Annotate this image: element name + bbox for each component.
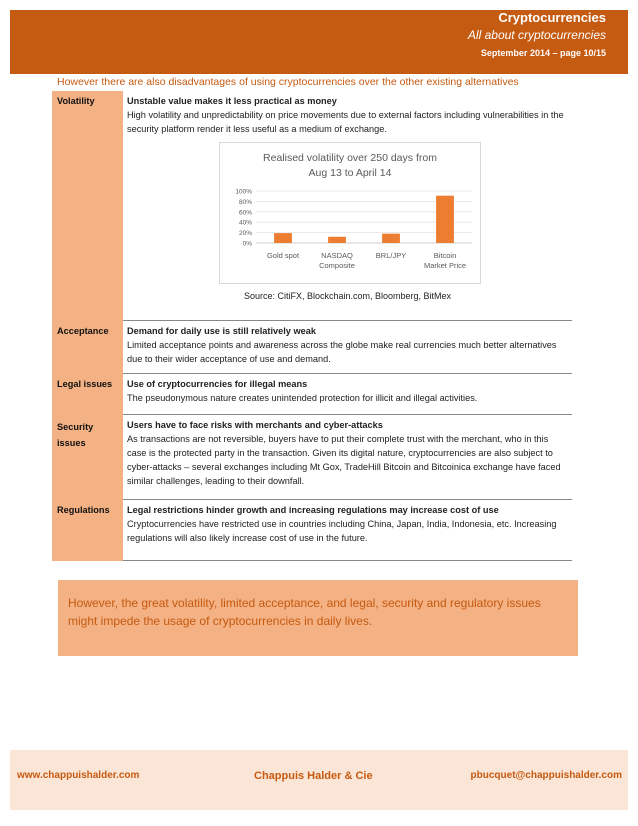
volatility-chart [219,142,481,284]
bar [382,234,400,243]
row-legal-issues [52,374,572,415]
row-acceptance [52,321,572,374]
row-body: The pseudonymous nature creates unintended protection for illicit and illegal activities. [127,393,478,403]
disadvantages-table [52,91,572,561]
chart-plot [220,143,482,285]
row-label [52,415,123,500]
bar [328,237,346,243]
x-tick-label: Market Price [423,261,467,270]
row-heading: Legal restrictions hinder growth and increasing regulations may increase cost of use [127,505,499,515]
x-tick-label: Gold spot [266,251,300,260]
x-tick-label: Composite [319,261,355,270]
row-content [123,91,572,321]
header-title: Cryptocurrencies [498,10,606,25]
x-tick-label: Bitcoin [433,251,457,260]
row-content [123,500,572,561]
row-body: Limited acceptance points and awareness across the globe make real currencies much better alternatives due to their wider acceptance of use and demand. [127,340,557,364]
row-heading: Demand for daily use is still relatively weak [127,326,316,336]
row-label: Regulations [52,500,123,561]
row-volatility [52,91,572,321]
row-regulations [52,500,572,561]
row-label: Volatility [52,91,123,321]
x-tick-label: BRL/JPY [375,251,407,260]
footer-email-link[interactable]: pbucquet@chappuishalder.com [470,770,622,781]
intro-text: However there are also disadvantages of using cryptocurrencies over the other existing alternatives [57,76,519,88]
y-tick-label: 40% [238,219,252,227]
y-tick-label: 20% [238,230,252,238]
footer-website-link[interactable]: www.chappuishalder.com [17,770,140,781]
chart-title-line2: Aug 13 to April 14 [308,167,392,179]
y-tick-label: 60% [238,209,252,217]
row-content [123,321,572,374]
header-subtitle: All about cryptocurrencies [467,28,606,42]
row-body: High volatility and unpredictability on price movements due to external factors including vulnerabilities in the security platform render it less useful as a medium of exchange. [127,110,564,134]
row-label: Acceptance [52,321,123,374]
page-footer [10,750,628,810]
row-body: Cryptocurrencies have restricted use in countries including China, Japan, India, Indonesia, etc. Increasing regulations will also likely increase cost of use in the future. [127,519,557,543]
row-security-issues [52,415,572,500]
row-content [123,415,572,500]
row-body: As transactions are not reversible, buyers have to put their complete trust with the merchant, who in this case is the protected party in the transaction. Given its digital nature, cryptocurrencies are also subject to cyber-attacks – several exchanges including Mt Gox, TradeHill Bitcoin and Bitcoinica exchange have faced similar challenges, leading to their downfall. [127,434,561,486]
chart-title-line1: Realised volatility over 250 days from [263,152,437,164]
page-header [10,10,628,74]
row-label-line2: issues [57,437,86,448]
y-tick-label: 100% [235,188,252,196]
row-heading: Users have to face risks with merchants and cyber-attacks [127,420,383,430]
bar [274,233,292,243]
chart-source: Source: CitiFX, Blockchain.com, Bloomberg, BitMex [243,291,452,301]
bar [436,196,454,243]
row-label-line1: Security [57,421,94,432]
footer-company: Chappuis Halder & Cie [254,770,373,782]
y-tick-label: 0% [242,240,252,248]
header-page-info: September 2014 – page 10/15 [480,48,606,58]
y-tick-label: 80% [238,198,252,206]
row-heading: Use of cryptocurrencies for illegal means [127,379,308,389]
row-content [123,374,572,415]
row-label: Legal issues [52,374,123,415]
conclusion-callout: However, the great volatility, limited acceptance, and legal, security and regulatory issues might impede the usage of cryptocurrencies in daily lives. [58,580,578,656]
x-tick-label: NASDAQ [321,251,353,260]
row-heading: Unstable value makes it less practical as money [127,96,337,106]
